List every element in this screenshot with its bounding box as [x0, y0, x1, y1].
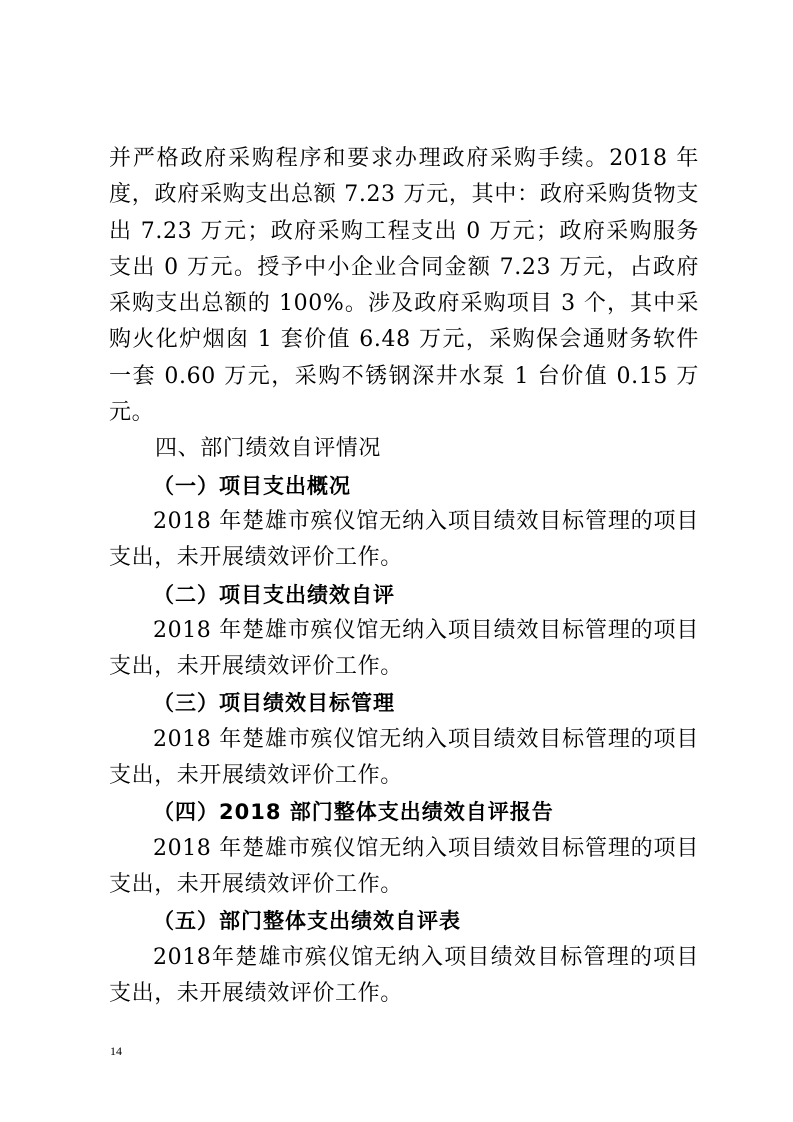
subsection-heading-3: （三）项目绩效目标管理 — [153, 691, 395, 716]
page-content — [109, 141, 699, 1012]
subsection-heading-1: （一）项目支出概况 — [153, 473, 351, 498]
subsection-body-5: 2018年楚雄市殡仪馆无纳入项目绩效目标管理的项目支出，未开展绩效评价工作。 — [109, 944, 699, 1006]
opening-paragraph: 并严格政府采购程序和要求办理政府采购手续。2018 年度，政府采购支出总额 7.23 万元，其中：政府采购货物支出 7.23 万元；政府采购工程支出 0 万元；政府采购服务支出 0 万元。授予中小企业合同金额 7.23 万元，占政府采购支出总额的 100%。涉及政府采购项目 3 个，其中采购火化炉烟囱 1 套价值 6.48 万元，采购保会通财务软件一套 0.60 万元，采购不锈钢深井水泵 1 台价值 0.15 万元。 — [109, 146, 699, 426]
subsection-body-3: 2018 年楚雄市殡仪馆无纳入项目绩效目标管理的项目支出，未开展绩效评价工作。 — [109, 726, 699, 789]
subsection-body-1: 2018 年楚雄市殡仪馆无纳入项目绩效目标管理的项目支出，未开展绩效评价工作。 — [109, 508, 699, 571]
subsection-body-4: 2018 年楚雄市殡仪馆无纳入项目绩效目标管理的项目支出，未开展绩效评价工作。 — [109, 835, 699, 897]
subsection-heading-5: （五）部门整体支出绩效自评表 — [153, 909, 461, 934]
subsection-body-2: 2018 年楚雄市殡仪馆无纳入项目绩效目标管理的项目支出，未开展绩效评价工作。 — [109, 617, 699, 680]
subsection-heading-2: （二）项目支出绩效自评 — [153, 582, 395, 607]
subsection-heading-4: （四）2018 部门整体支出绩效自评报告 — [153, 800, 554, 825]
section-heading: 四、部门绩效自评情况 — [155, 436, 382, 462]
page-number: 14 — [110, 1044, 122, 1058]
